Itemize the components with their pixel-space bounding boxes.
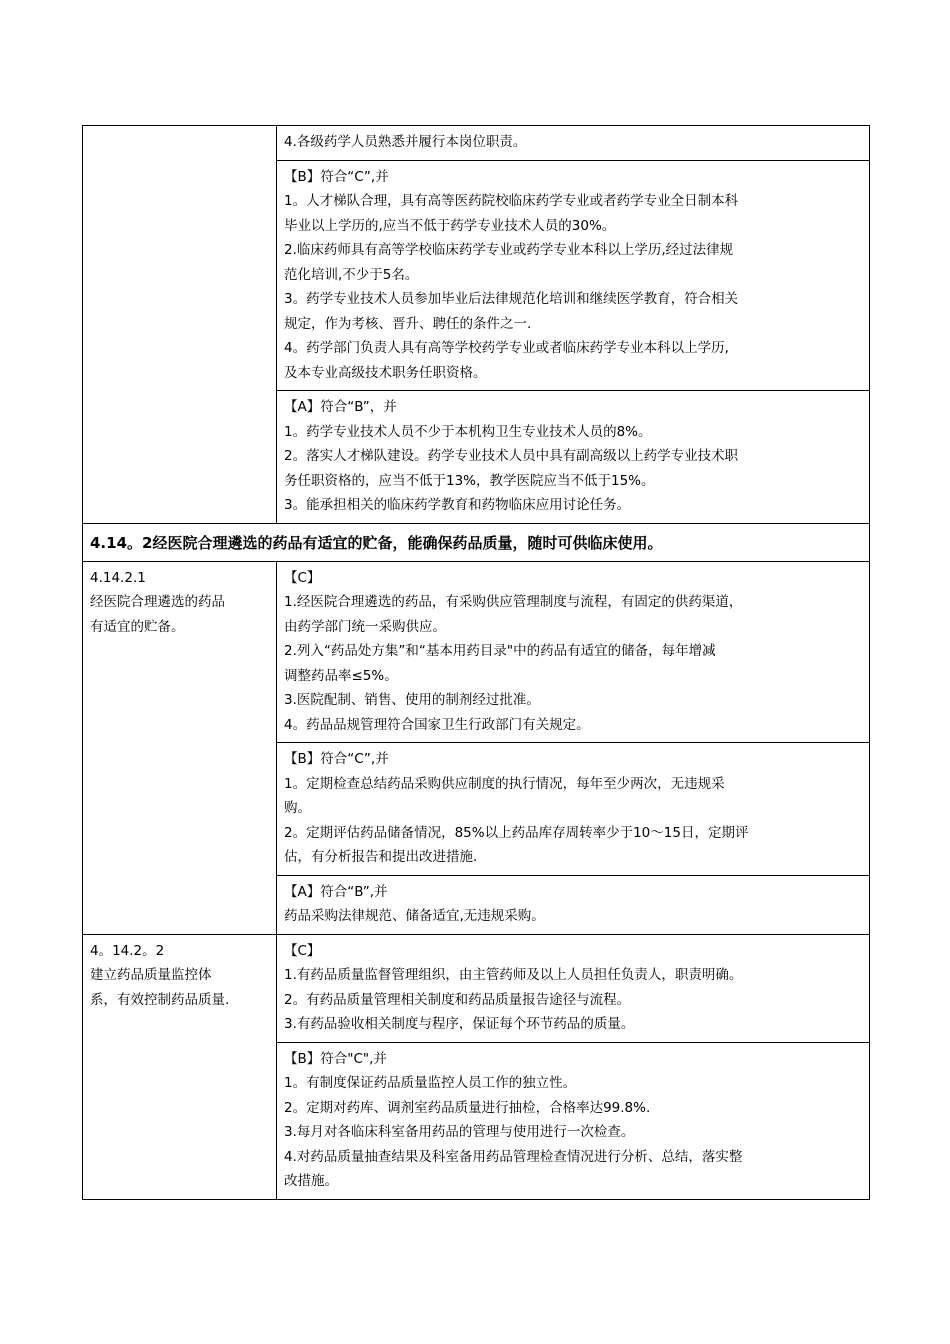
grade-content-cell [277, 934, 870, 1042]
requirement-line: 药品采购法律规范、储备适宜,无违规采购。 [284, 908, 545, 924]
requirement-line: 4.对药品质量抽查结果及科室备用药品管理检查情况进行分析、总结，落实整 [284, 1148, 743, 1165]
grade-heading: 4.各级药学人员熟悉并履行本岗位职责。 [284, 134, 527, 150]
grade-content-cell [277, 743, 870, 876]
requirement-line: 2。有药品质量管理相关制度和药品质量报告途径与流程。 [284, 991, 631, 1008]
requirement-line: 3。能承担相关的临床药学教育和药物临床应用讨论任务。 [284, 497, 631, 513]
requirement-line: 由药学部门统一采购供应。 [284, 618, 446, 635]
section-header-row [83, 523, 870, 561]
requirement-line: 3.每月对各临床科室备用药品的管理与使用进行一次检查。 [284, 1124, 635, 1140]
criterion-number: 4。14.2。2 [90, 942, 165, 959]
criterion-id-cell [83, 126, 277, 524]
grade-heading: 【C】 [284, 942, 321, 959]
grade-heading: 【B】符合“C”,并 [284, 751, 389, 767]
grade-content-cell [277, 561, 870, 743]
requirement-line: 3。药学专业技术人员参加毕业后法律规范化培训和继续医学教育，符合相关 [284, 291, 739, 307]
requirement-line: 购。 [284, 800, 311, 816]
requirement-line: 改措施。 [284, 1173, 338, 1189]
grade-heading: 【B】符合“C”,并 [284, 168, 389, 185]
requirement-line: 2。落实人才梯队建设。药学专业技术人员中具有副高级以上药学专业技术职 [284, 448, 739, 464]
grade-content-cell [277, 126, 870, 161]
grade-content-cell [277, 391, 870, 524]
requirement-line: 1。有制度保证药品质量监控人员工作的独立性。 [284, 1075, 577, 1091]
criterion-number: 4.14.2.1 [90, 569, 146, 586]
table-row [83, 561, 870, 743]
table-row [83, 126, 870, 161]
requirement-line: 2。定期对药库、调剂室药品质量进行抽检，合格率达99.8%. [284, 1099, 651, 1116]
table-row [83, 934, 870, 1042]
criterion-title-line: 建立药品质量监控体 [90, 967, 212, 983]
requirement-line: 4。药品品规管理符合国家卫生行政部门有关规定。 [284, 716, 590, 733]
criterion-title-line: 经医院合理遴选的药品 [90, 594, 225, 610]
requirement-line: 调整药品率≤5%。 [284, 667, 398, 684]
requirement-line: 2.临床药师具有高等学校临床药学专业或药学专业本科以上学历,经过法律规 [284, 242, 734, 258]
requirement-line: 范化培训,不少于5名。 [284, 266, 419, 283]
standards-table [82, 125, 870, 1200]
grade-heading: 【C】 [284, 569, 321, 586]
grade-heading: 【A】符合“B”,并 [284, 883, 388, 900]
requirement-line: 3.医院配制、销售、使用的制剂经过批准。 [284, 692, 540, 708]
criterion-title-line: 系，有效控制药品质量. [90, 991, 230, 1008]
requirement-line: 2.列入“药品处方集”和“基本用药目录"中的药品有适宜的储备，每年增减 [284, 643, 716, 659]
grade-heading: 【A】符合“B”，并 [284, 399, 397, 415]
requirement-line: 1.经医院合理遴选的药品，有采购供应管理制度与流程，有固定的供药渠道， [284, 594, 743, 610]
criterion-id-cell [83, 934, 277, 1199]
requirement-line: 4。药学部门负责人具有高等学校药学专业或者临床药学专业本科以上学历, [284, 340, 729, 356]
criterion-title-line: 有适宜的贮备。 [90, 618, 185, 635]
requirement-line: 1。定期检查总结药品采购供应制度的执行情况，每年至少两次，无违规采 [284, 775, 725, 792]
requirement-line: 3.有药品验收相关制度与程序，保证每个环节药品的质量。 [284, 1016, 635, 1032]
requirement-line: 及本专业高级技术职务任职资格。 [284, 364, 487, 381]
requirement-line: 毕业以上学历的,应当不低于药学专业技术人员的30%。 [284, 217, 616, 234]
grade-content-cell [277, 160, 870, 391]
requirement-line: 务任职资格的，应当不低于13%，教学医院应当不低于15%。 [284, 472, 655, 489]
criterion-id-cell [83, 561, 277, 934]
requirement-line: 估，有分析报告和提出改进措施. [284, 849, 478, 865]
requirement-line: 1.有药品质量监督管理组织，由主管药师及以上人员担任负责人，职责明确。 [284, 967, 743, 983]
grade-content-cell [277, 875, 870, 934]
document-page [82, 125, 869, 1200]
requirement-line: 2。定期评估药品储备情况，85%以上药品库存周转率少于10～15日，定期评 [284, 824, 749, 841]
grade-heading: 【B】符合"C",并 [284, 1050, 387, 1067]
requirement-line: 规定，作为考核、晋升、聘任的条件之一. [284, 315, 532, 332]
section-header: 4.14。2经医院合理遴选的药品有适宜的贮备，能确保药品质量，随时可供临床使用。 [83, 523, 870, 561]
requirement-line: 1。人才梯队合理，具有高等医药院校临床药学专业或者药学专业全日制本科 [284, 193, 739, 209]
grade-content-cell [277, 1042, 870, 1199]
requirement-line: 1。药学专业技术人员不少于本机构卫生专业技术人员的8%。 [284, 423, 652, 440]
